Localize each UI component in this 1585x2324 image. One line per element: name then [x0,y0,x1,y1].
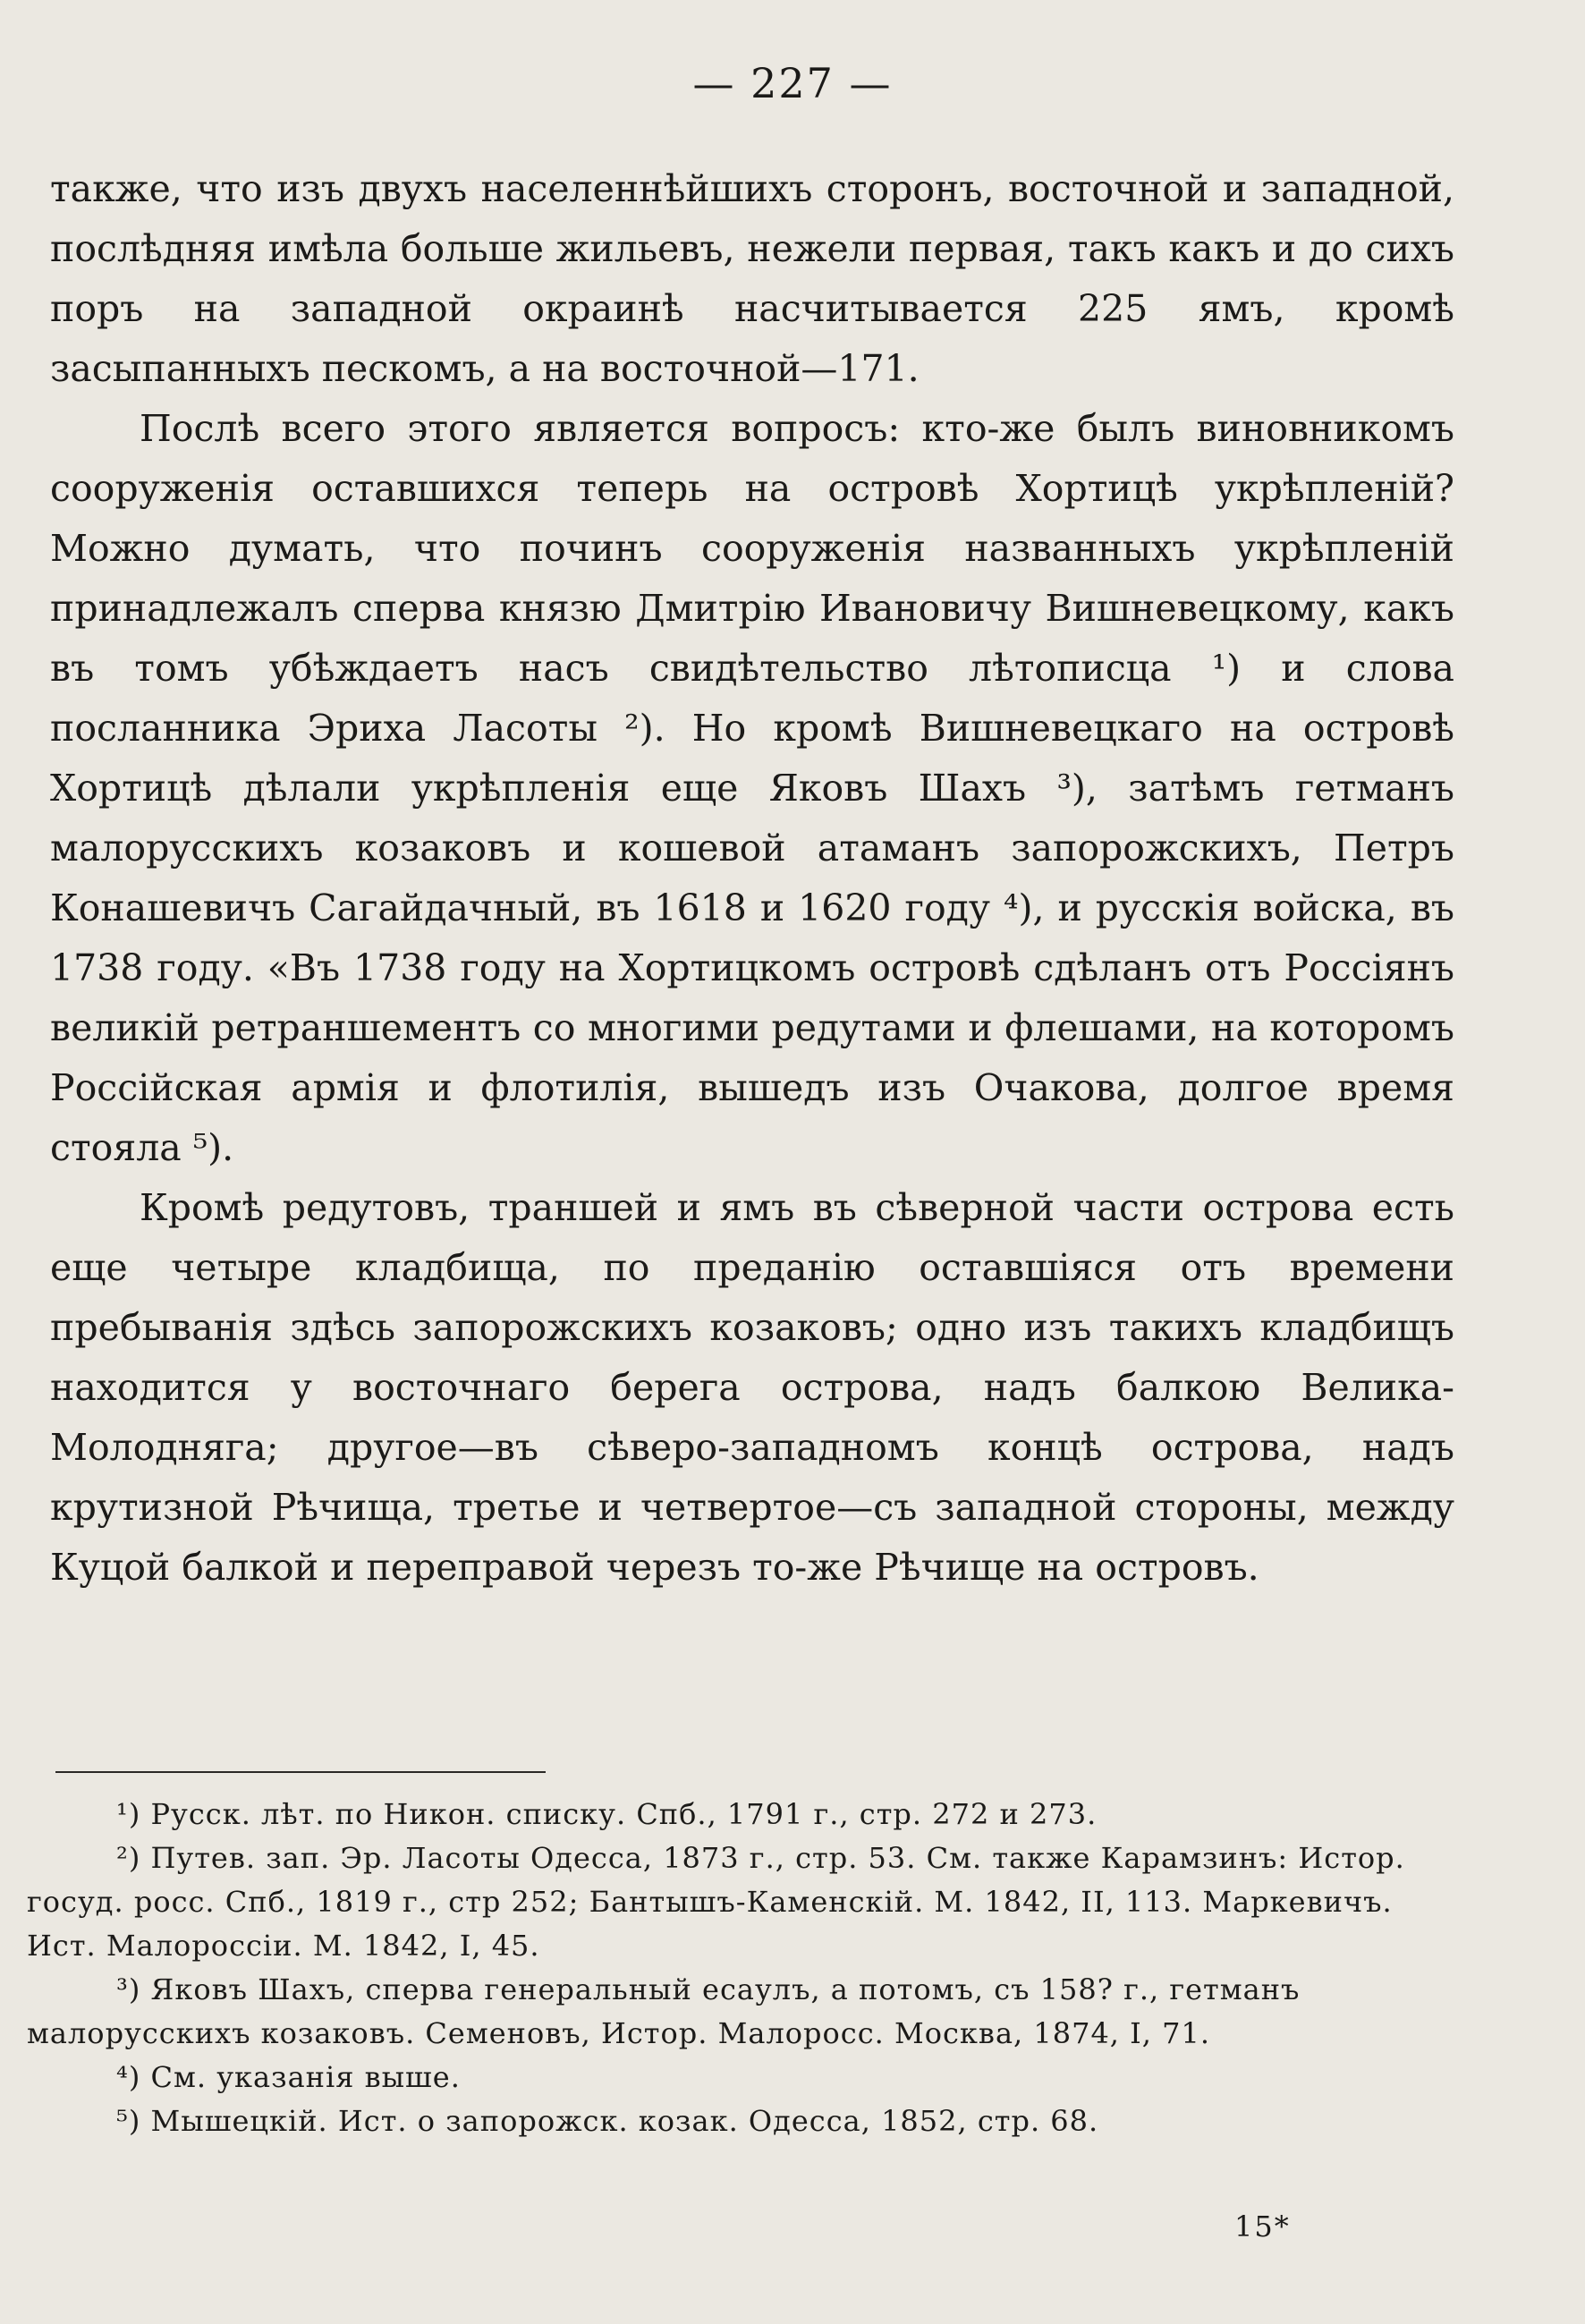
footnote-2: ²) Путев. зап. Эр. Ласоты Одесса, 1873 г., стр. 53. См. также Карамзинъ: Истор. госуд. росс. Спб., 1819 г., стр 252; Бантышъ-Каменскій. М. 1842, II, 113. Маркевичъ. Ист. Малороссіи. М. 1842, I, 45. [27,1841,1405,1963]
footnote-4: ⁴) См. указанія выше. [116,2060,461,2094]
footnote-1: ¹) Русск. лѣт. по Никон. списку. Спб., 1791 г., стр. 272 и 273. [116,1797,1098,1831]
page-number: — 227 — [692,59,893,107]
footnotes [27,1793,1458,2143]
footnote-divider [55,1771,546,1773]
paragraph-2: Послѣ всего этого является вопросъ: кто-же былъ виновникомъ сооруженія оставшихся теперь на островѣ Хортицѣ укрѣпленій? Можно думать, что починъ сооруженія названныхъ укрѣпленій принадлежалъ сперва князю Дмитрію Ивановичу Вишневецкому, какъ въ томъ убѣждаетъ насъ свидѣтельство лѣтописца ¹) и слова посланника Эриха Ласоты ²). Но кромѣ Вишневецкаго на островѣ Хортицѣ дѣлали укрѣпленія еще Яковъ Шахъ ³), затѣмъ гетманъ малорусскихъ козаковъ и кошевой атаманъ запорожскихъ, Петръ Конашевичъ Сагайдачный, въ 1618 и 1620 году ⁴), и русскія войска, въ 1738 году. «Въ 1738 году на Хортицкомъ островѣ сдѣланъ отъ Россіянъ великій ретраншементъ со многими редутами и флешами, на которомъ Россійская армія и флотилія, вышедъ изъ Очакова, долгое время стояла ⁵). [50,407,1454,1169]
signature-mark: 15* [1234,2209,1291,2243]
footnote-5: ⁵) Мышецкій. Ист. о запорожск. козак. Одесса, 1852, стр. 68. [116,2104,1099,2138]
paragraph-3: Кромѣ редутовъ, траншей и ямъ въ сѣверной части острова есть еще четыре кладбища, по преданію оставшіяся отъ времени пребыванія здѣсь запорожскихъ козаковъ; одно изъ такихъ кладбищъ находится у восточнаго берега острова, надъ балкою Велика-Молодняга; другое—въ сѣверо-западномъ концѣ острова, надъ крутизной Рѣчища, третье и четвертое—съ западной стороны, между Куцой балкой и переправой черезъ то-же Рѣчище на островъ. [50,1186,1454,1589]
footnote-3: ³) Яковъ Шахъ, сперва генеральный есаулъ, а потомъ, съ 158? г., гетманъ малорусскихъ козаковъ. Семеновъ, Истор. Малоросс. Москва, 1874, I, 71. [27,1972,1301,2050]
paragraph-1: также, что изъ двухъ населеннѣйшихъ сторонъ, восточной и западной, послѣдняя имѣла больше жильевъ, нежели первая, такъ какъ и до сихъ поръ на западной окраинѣ насчитывается 225 ямъ, кромѣ засыпанныхъ пескомъ, а на восточной—171. [50,167,1454,390]
main-text [50,159,1454,1598]
